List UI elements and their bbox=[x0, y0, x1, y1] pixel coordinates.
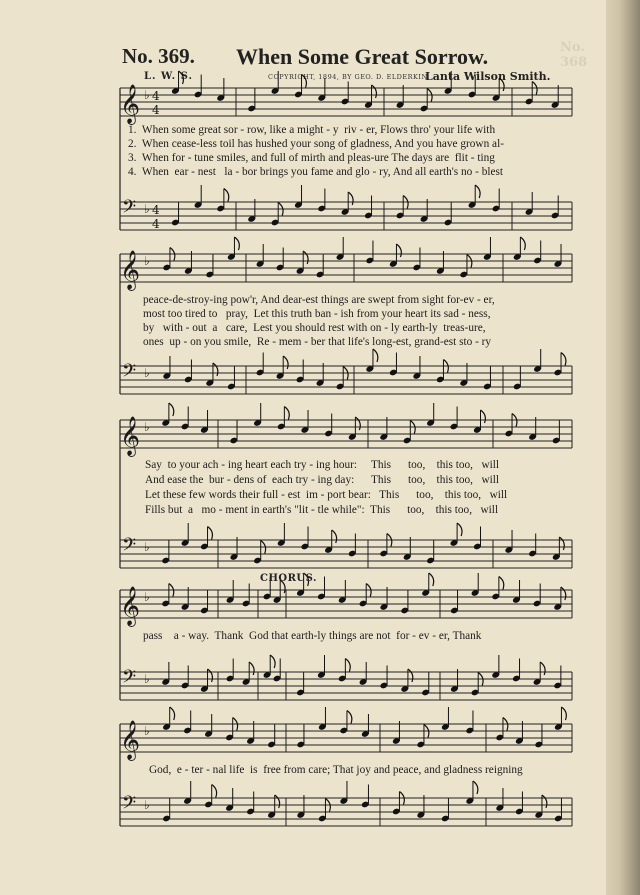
treble-clef-icon: 𝄞 bbox=[120, 416, 141, 456]
time-signature: 4 bbox=[152, 217, 160, 231]
verse-2-line: most too tired to pray, Let this truth ban - ish from your heart its sad - ness, bbox=[143, 308, 491, 320]
note-flag bbox=[473, 781, 478, 794]
verse-2-line: And ease the bur - dens of each try - ing day: This too, this too, will bbox=[145, 474, 500, 486]
note-flag bbox=[475, 185, 480, 198]
note-flag bbox=[561, 707, 566, 720]
verse-1-line: 1. When some great sor - row, like a might - y riv - er, Flows thro' your life with bbox=[128, 124, 496, 136]
note-flag bbox=[373, 349, 378, 362]
treble-clef-icon: 𝄞 bbox=[120, 84, 141, 124]
note-flag bbox=[499, 577, 504, 590]
note-flag bbox=[347, 711, 352, 724]
bleed-through-text: No. 368 bbox=[560, 40, 588, 70]
note-flag bbox=[332, 530, 337, 543]
bass-clef-icon: 𝄢 bbox=[122, 667, 137, 692]
flat-icon: ♭ bbox=[144, 724, 150, 738]
note-flag bbox=[283, 356, 288, 369]
time-signature: 4 bbox=[152, 203, 160, 217]
note-flag bbox=[355, 417, 360, 430]
flat-icon: ♭ bbox=[144, 420, 150, 434]
note-flag bbox=[372, 85, 377, 98]
verse-3-line: Let these few words their full - est im - port bear: This too, this too, will bbox=[145, 489, 508, 501]
note-flag bbox=[212, 785, 217, 798]
time-signature: 4 bbox=[152, 103, 160, 117]
flat-icon: ♭ bbox=[144, 672, 150, 686]
note-flag bbox=[249, 662, 254, 675]
note-flag bbox=[396, 244, 401, 257]
verse-2-line: 2. When cease-less toil has hushed your song of gladness, And you have grown al- bbox=[128, 138, 504, 150]
note-flag bbox=[234, 237, 239, 250]
lyricist-initials: L. W. S. bbox=[144, 71, 193, 82]
composer-name: Lanta Wilson Smith. bbox=[425, 70, 551, 83]
note-flag bbox=[457, 523, 462, 536]
copyright-notice: COPYRIGHT, 1894, BY GEO. D. ELDERKIN. bbox=[268, 73, 430, 81]
note-flag bbox=[559, 537, 564, 550]
hymn-number: No. 369. bbox=[122, 44, 195, 68]
flat-icon: ♭ bbox=[144, 254, 150, 268]
note-flag bbox=[429, 573, 434, 586]
flat-icon: ♭ bbox=[144, 88, 150, 102]
chorus-lyric-line: pass a - way. Thank God that earth-ly things are not for - ev - er, Thank bbox=[143, 630, 482, 642]
note-flag bbox=[270, 655, 275, 668]
note-flag bbox=[208, 527, 213, 540]
note-flag bbox=[179, 71, 184, 84]
bass-clef-icon: 𝄢 bbox=[122, 361, 137, 386]
verse-3-line: 3. When for - tune smiles, and full of mirth and pleas-ure The days are flit - ting bbox=[128, 152, 495, 164]
note-flag bbox=[169, 403, 174, 416]
note-flag bbox=[208, 669, 213, 682]
note-flag bbox=[561, 353, 566, 366]
treble-clef-icon: 𝄞 bbox=[120, 586, 141, 626]
note-flag bbox=[275, 795, 280, 808]
verse-4-line: ones up - on you smile, Re - mem - ber that life's long-est, grand-est sto - ry bbox=[143, 336, 492, 348]
bass-clef-icon: 𝄢 bbox=[122, 793, 137, 818]
time-signature: 4 bbox=[152, 89, 160, 103]
hymn-title: When Some Great Sorrow. bbox=[236, 44, 489, 69]
flat-icon: ♭ bbox=[144, 202, 150, 216]
chorus-label: CHORUS. bbox=[260, 573, 317, 584]
note-flag bbox=[213, 363, 218, 376]
verse-4-line: Fills but a mo - ment in earth's "lit - tle while": This too, this too, will bbox=[145, 504, 499, 516]
bass-clef-icon: 𝄢 bbox=[122, 535, 137, 560]
book-edge bbox=[606, 0, 640, 895]
note-flag bbox=[345, 659, 350, 672]
treble-clef-icon: 𝄞 bbox=[120, 720, 141, 760]
note-flag bbox=[303, 251, 308, 264]
note-flag bbox=[520, 237, 525, 250]
bass-clef-icon: 𝄢 bbox=[122, 197, 137, 222]
note-flag bbox=[481, 410, 486, 423]
treble-clef-icon: 𝄞 bbox=[120, 250, 141, 290]
note-flag bbox=[170, 707, 175, 720]
note-flag bbox=[224, 189, 229, 202]
flat-icon: ♭ bbox=[144, 366, 150, 380]
note-flag bbox=[284, 407, 289, 420]
flat-icon: ♭ bbox=[144, 798, 150, 812]
chorus-lyric-line: God, e - ter - nal life is free from care; That joy and peace, and gladness reigning bbox=[149, 764, 523, 776]
verse-4-line: 4. When ear - nest la - bor brings you fame and glo - ry, And all earth's no - blest bbox=[128, 166, 504, 178]
verse-1-line: peace-de-stroy-ing pow'r, And dear-est things are swept from sight for-ev - er, bbox=[143, 294, 495, 306]
flat-icon: ♭ bbox=[144, 540, 150, 554]
verse-1-line: Say to your ach - ing heart each try - ing hour: This too, this too, will bbox=[145, 459, 500, 471]
note-flag bbox=[561, 587, 566, 600]
note-flag bbox=[540, 662, 545, 675]
note-flag bbox=[302, 75, 307, 88]
note-flag bbox=[348, 192, 353, 205]
flat-icon: ♭ bbox=[144, 590, 150, 604]
note-flag bbox=[499, 78, 504, 91]
note-flag bbox=[408, 669, 413, 682]
note-flag bbox=[542, 795, 547, 808]
verse-3-line: by with - out a care, Lest you should rest with on - ly earth-ly treas-ure, bbox=[143, 322, 486, 334]
